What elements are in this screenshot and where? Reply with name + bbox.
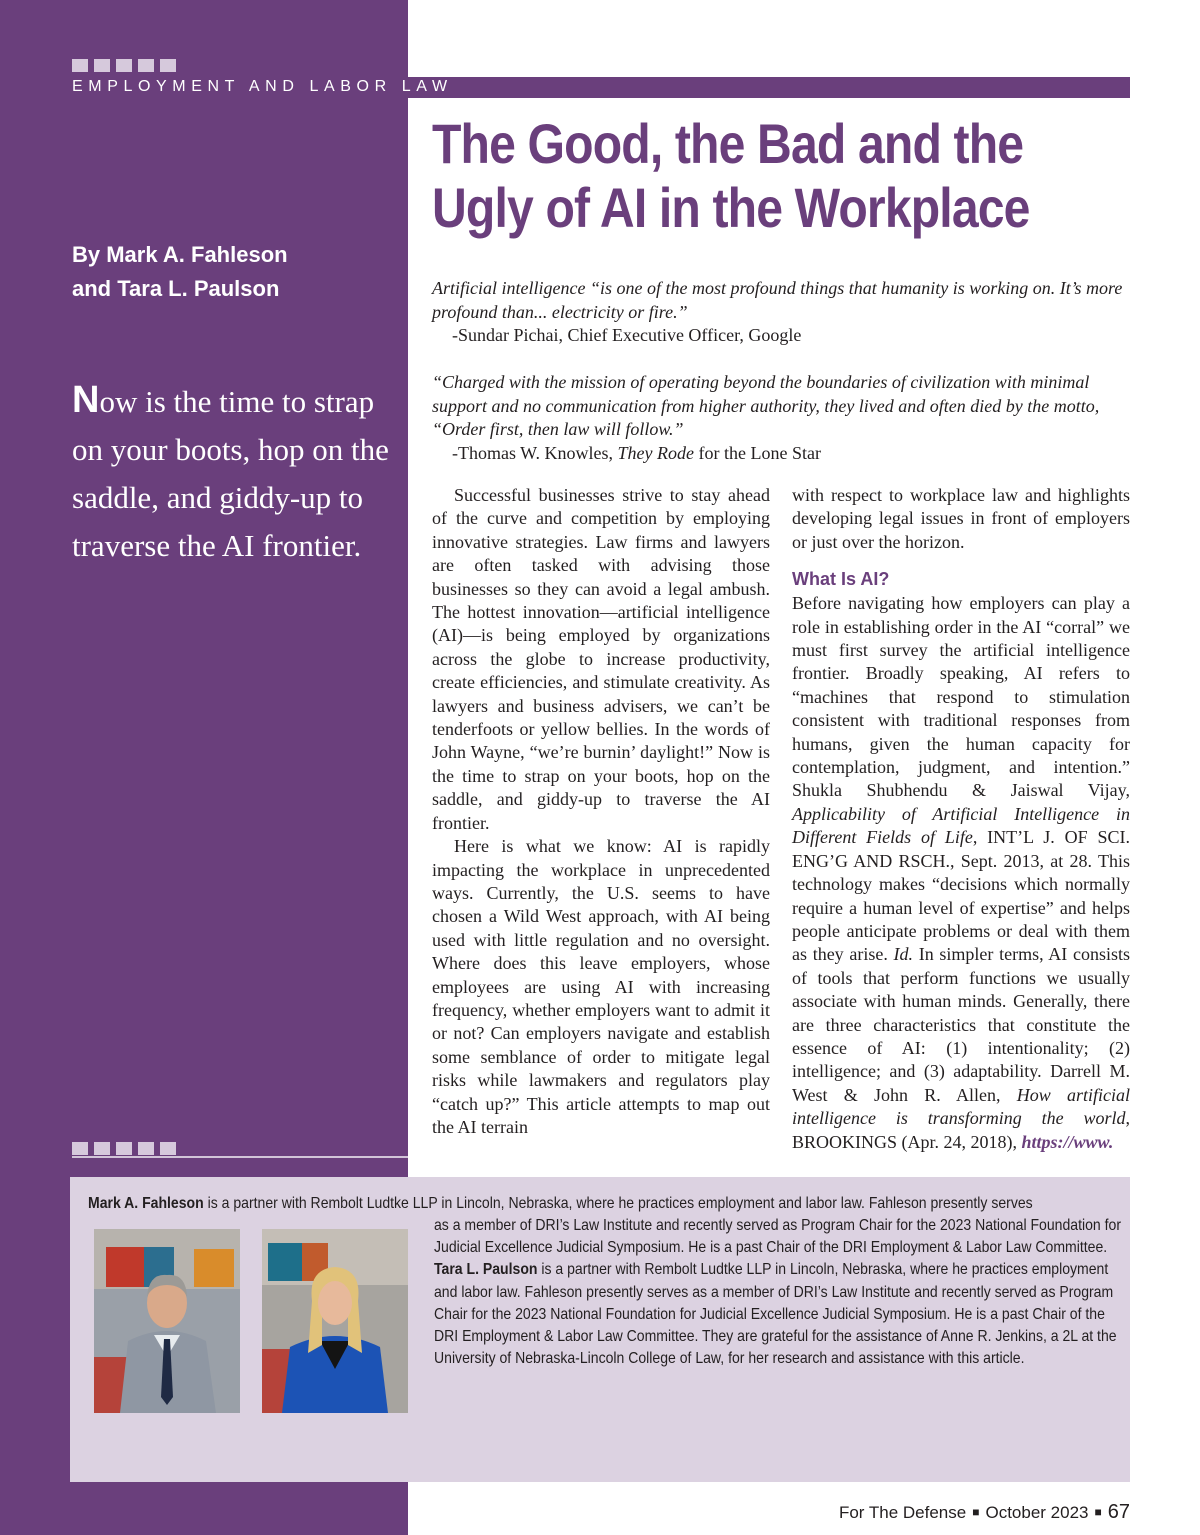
body-column-2	[792, 484, 1130, 1154]
publication-name: For The Defense	[838, 1503, 967, 1522]
title-line-1: The Good, the Bad and the	[432, 112, 1024, 175]
bottom-line	[72, 1156, 408, 1158]
p4-citation-2: How artificial intelligence is transforming the world	[792, 1084, 1130, 1129]
p4-text-c: In simpler terms, AI consists of tools that perform functions we usually associate with human minds. Generally, there are three characteristics that constitute the essence of AI: (1) intentionality; (2) intelligence; and (3) adaptability. Darrell M. West & John R. Allen,	[792, 944, 1130, 1105]
author-line-1: By Mark A. Fahleson	[72, 242, 288, 267]
author-photo-fahleson	[94, 1229, 240, 1413]
page-number: 67	[1107, 1501, 1130, 1523]
bio-first-line	[88, 1193, 1123, 1215]
byline	[72, 238, 288, 306]
footer-separator-2: ■	[1094, 1505, 1102, 1519]
footer-separator-1: ■	[972, 1505, 980, 1519]
body-paragraph-2: Here is what we know: AI is rapidly impacting the workplace in unprecedented ways. Currently, the U.S. seems to have chosen a Wild West approach, with AI being used with little regulation and no oversight. Where does this leave employers, whose employees are using AI with increasing frequency, whether employers want to admit it or not? Can employers navigate and establish some semblance of order to mitigate legal risks while lawmakers and regulators play “catch up?” This article attempts to map out the AI terrain	[432, 836, 770, 1137]
bio-paragraph	[434, 1215, 1125, 1370]
bio-text-1: is a partner with Rembolt Ludtke LLP in Lincoln, Nebraska, where he practices employment and labor law. Fahleson presently serves	[203, 1195, 1033, 1212]
pull-quote-initial: N	[72, 379, 100, 421]
epigraph-1-attribution: -Sundar Pichai, Chief Executive Officer, Google	[452, 325, 802, 345]
bio-text-3: is a partner with Rembolt Ludtke LLP in Lincoln, Nebraska, where he practices employment and labor law. Fahleson presently serves as a member of DRI’s Law Institute and recently served as Program Chair for the 2023 National Foundation for Judicial Excellence Judicial Symposium. He is a past Chair of the DRI Employment & Labor Law Committee. They are grateful for the assistance of Anne R. Jenkins, a 2L at the University of Nebraska-Lincoln College of Law, for her research and assistance with this article.	[434, 1261, 1117, 1368]
p4-text-b: , INT’L J. OF SCI. ENG’G AND RSCH., Sept. 2013, at 28. This technology makes “decisions which normally require a human level of expertise” and helps people anticipate problems or deal with them as they arise.	[792, 827, 1131, 965]
p4-text-d: , BROOKINGS (Apr. 24, 2018),	[792, 1108, 1130, 1152]
bio-name-fahleson: Mark A. Fahleson	[88, 1195, 204, 1212]
page-footer	[839, 1501, 1130, 1524]
epigraph-2-quote: “Charged with the mission of operating beyond the boundaries of civilization with minimal support and no communication from higher authority, they lived and often died by the motto, “Order first, then law will follow.”	[432, 372, 1100, 439]
section-heading: What Is AI?	[792, 569, 890, 590]
p4-id: Id.	[893, 944, 914, 965]
section-label: EMPLOYMENT AND LABOR LAW	[72, 78, 453, 95]
issue-date: October 2023	[985, 1503, 1089, 1522]
author-line-2: and Tara L. Paulson	[72, 276, 280, 301]
bio-text-2: as a member of DRI’s Law Institute and recently served as Program Chair for the 2023 National Foundation for Judicial Excellence Judicial Symposium. He is a past Chair of the DRI Employment & Labor Law Committee.	[434, 1217, 1121, 1257]
epigraph-2-book-title: They Rode	[617, 442, 694, 463]
pull-quote-text: ow is the time to strap on your boots, hop on the saddle, and giddy-up to traverse the AI frontier.	[72, 384, 389, 563]
header-rule	[408, 77, 1130, 96]
title-line-2: Ugly of AI in the Workplace	[432, 176, 1030, 239]
epigraph-1-quote: Artificial intelligence “is one of the most profound things that humanity is working on. It’s more profound than... electricity or fire.”	[432, 278, 1123, 322]
author-photo-paulson-illustration	[262, 1229, 408, 1413]
pull-quote	[72, 376, 392, 570]
author-photo-fahleson-illustration	[94, 1229, 240, 1413]
epigraph-2-attribution-prefix: -Thomas W. Knowles,	[452, 442, 618, 463]
body-column-1	[432, 484, 770, 1139]
p4-citation-1: Applicability of Artificial Intelligence in Different Fields of Life	[792, 803, 1130, 848]
epigraph-1	[432, 277, 1132, 348]
bio-name-paulson: Tara L. Paulson	[434, 1261, 538, 1279]
epigraph-2-attribution	[432, 442, 1132, 466]
article-title	[432, 112, 1051, 240]
body-paragraph-1: Successful businesses strive to stay ahead of the curve and competition by employing innovative strategies. Law firms and lawyers are often tasked with advising those businesses so they can avoid a legal ambush. The hottest innovation—artificial intelligence (AI)—is being employed by organizations across the globe to increase productivity, create efficiencies, and stimulate creativity. As lawyers and business advisers, we can’t be tenderfoots or yellow bellies. In the words of John Wayne, “we’re burnin’ daylight!” Now is the time to strap on your boots, hop on the saddle, and giddy-up to traverse the AI frontier.	[432, 485, 770, 833]
reference-link[interactable]: https://www.	[1021, 1131, 1114, 1152]
epigraph-2	[432, 371, 1132, 465]
decorative-squares-bottom	[72, 1142, 176, 1155]
body-paragraph-4	[792, 592, 1130, 1154]
epigraph-2-attribution-suffix: for the Lone Star	[693, 442, 821, 463]
decorative-squares-top	[72, 59, 176, 72]
author-photo-paulson	[262, 1229, 408, 1413]
body-paragraph-3: with respect to workplace law and highlights developing legal issues in front of employers or just over the horizon.	[792, 485, 1130, 552]
p4-text-a: Before navigating how employers can play a role in establishing order in the AI “corral” we must first survey the artificial intelligence frontier. Broadly speaking, AI refers to “machines that respond to stimulation consistent with traditional responses from humans, given the human capacity for contemplation, judgment, and intention.” Shukla Shubhendu & Jaiswal Vijay,	[792, 593, 1130, 801]
